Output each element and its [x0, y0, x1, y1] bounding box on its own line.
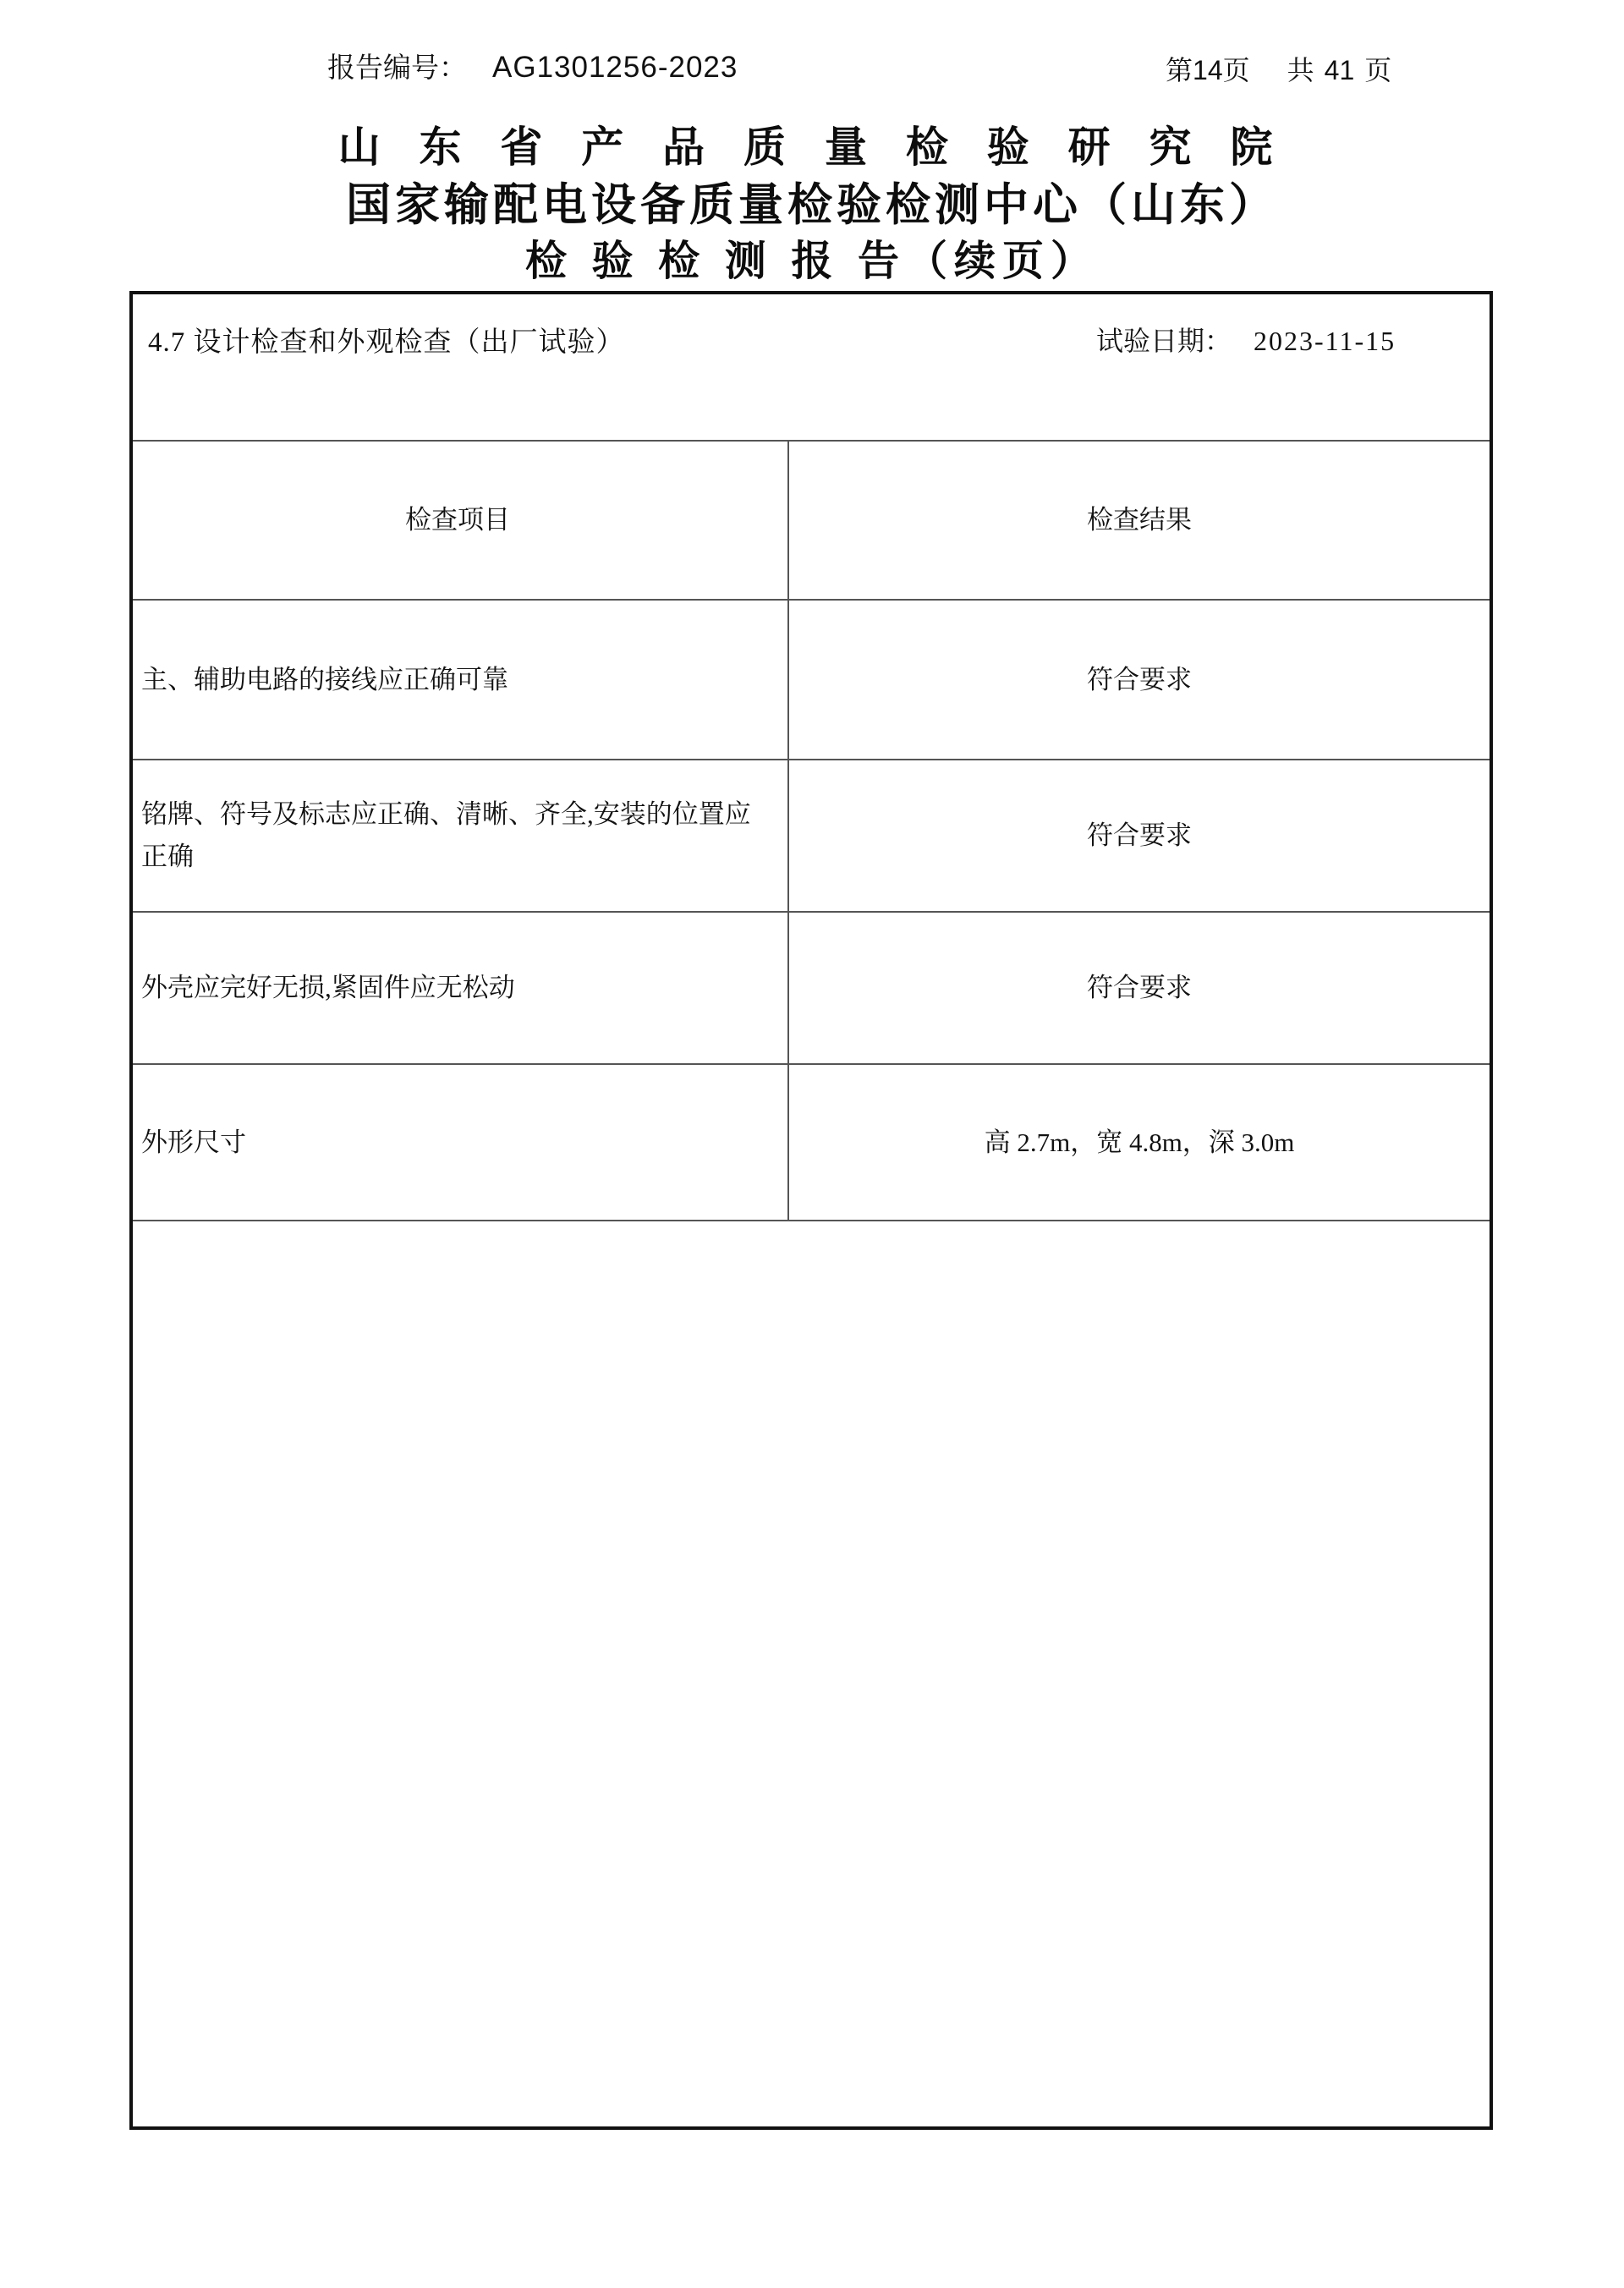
report-number-value: AG1301256-2023: [492, 51, 738, 84]
table-row: [133, 1065, 1490, 1221]
test-date-label: 试验日期：: [1096, 326, 1232, 356]
inspection-table: [129, 291, 1493, 2130]
page-prefix: 第: [1166, 55, 1193, 85]
column-header-item: 检查项目: [133, 442, 789, 599]
main-title: 山 东 省 产 品 质 量 检 验 研 究 院: [337, 123, 1287, 171]
page-total: 41: [1324, 55, 1355, 85]
section-heading: 4.7 设计检查和外观检查（出厂试验）: [148, 327, 625, 358]
subtitle: 国家输配电设备质量检验检测中心（山东）: [346, 180, 1278, 230]
page-current-suffix: 页: [1222, 55, 1250, 85]
item-cell: 外壳应完好无损,紧固件应无松动: [133, 913, 789, 1063]
report-type-title: 检 验 检 测 报 告（续页）: [524, 239, 1100, 284]
test-date-value: 2023-11-15: [1254, 326, 1396, 356]
result-cell: 符合要求: [1087, 973, 1192, 1002]
report-number-label: 报告编号：: [327, 53, 467, 84]
page-total-prefix: 共: [1287, 55, 1314, 85]
page-current: 14: [1193, 55, 1223, 85]
table-row: [133, 601, 1490, 760]
result-cell: 符合要求: [1087, 664, 1192, 694]
item-cell: 铭牌、符号及标志应正确、清晰、齐全,安装的位置应正确: [133, 760, 789, 911]
table-row: [133, 760, 1490, 913]
report-number: [327, 49, 738, 87]
column-header-result: 检查结果: [1087, 505, 1192, 535]
table-header-row: [133, 442, 1490, 601]
item-cell: 外形尺寸: [133, 1065, 789, 1220]
test-date: [1096, 320, 1396, 359]
result-cell: 高 2.7m，宽 4.8m，深 3.0m: [984, 1127, 1295, 1157]
section-band: [133, 294, 1490, 442]
page-indicator: [1166, 52, 1391, 88]
result-cell: 符合要求: [1087, 820, 1192, 850]
item-cell: 主、辅助电路的接线应正确可靠: [133, 601, 789, 759]
page-total-suffix: 页: [1364, 55, 1392, 85]
table-row: [133, 913, 1490, 1065]
